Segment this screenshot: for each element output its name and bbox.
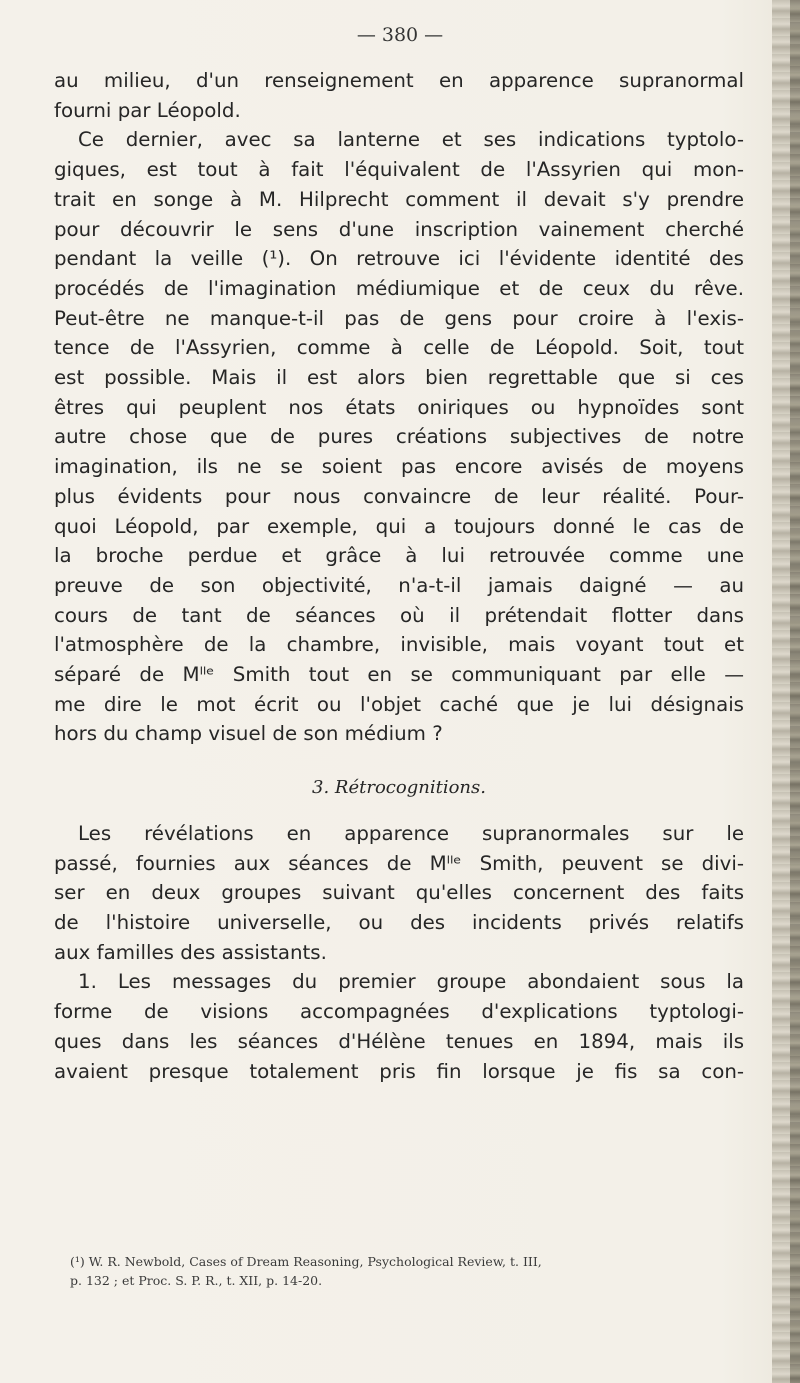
- text-line: imagination, ils ne se soient pas encore avisés de moyens: [54, 455, 744, 479]
- body-text: [54, 66, 744, 1086]
- text-line: la broche perdue et grâce à lui retrouvée comme une: [54, 544, 744, 568]
- text-line: tence de l'Assyrien, comme à celle de Léopold. Soit, tout: [54, 336, 744, 360]
- text-line: fourni par Léopold.: [54, 98, 241, 122]
- text-line: est possible. Mais il est alors bien regrettable que si ces: [54, 366, 744, 390]
- paragraph-2: [54, 125, 744, 749]
- text-line: êtres qui peuplent nos états oniriques ou hypnoïdes sont: [54, 395, 744, 419]
- text-line: avaient presque totalement pris fin lorsque je fis sa con-: [54, 1059, 744, 1083]
- text-line: Peut-être ne manque-t-il pas de gens pour croire à l'exis-: [54, 306, 744, 330]
- text-line: l'atmosphère de la chambre, invisible, mais voyant tout et: [54, 633, 744, 657]
- text-line: ques dans les séances d'Hélène tenues en 1894, mais ils: [54, 1029, 744, 1053]
- text-line: hors du champ visuel de son médium ?: [54, 722, 443, 746]
- footnote-line: p. 132 ; et Proc. S. P. R., t. XII, p. 14-20.: [70, 1273, 323, 1288]
- footnote-line: (¹) W. R. Newbold, Cases of Dream Reasoning, Psychological Review, t. III,: [70, 1254, 542, 1269]
- text-line: forme de visions accompagnées d'explications typtologi-: [54, 1000, 744, 1024]
- page-number: — 380 —: [356, 24, 444, 46]
- text-line: preuve de son objectivité, n'a-t-il jamais daigné — au: [54, 573, 744, 597]
- paragraph-4: [54, 967, 744, 1086]
- paragraph-3: [54, 819, 744, 968]
- text-line: passé, fournies aux séances de Mˡˡᵉ Smith, peuvent se divi-: [54, 851, 744, 875]
- text-line: procédés de l'imagination médiumique et de ceux du rêve.: [54, 276, 744, 300]
- text-line: séparé de Mˡˡᵉ Smith tout en se communiquant par elle —: [54, 663, 744, 687]
- text-line: autre chose que de pures créations subjectives de notre: [54, 425, 744, 449]
- text-line: aux familles des assistants.: [54, 940, 327, 964]
- text-line: pour découvrir le sens d'une inscription vainement cherché: [54, 217, 744, 241]
- text-line: quoi Léopold, par exemple, qui a toujours donné le cas de: [54, 514, 744, 538]
- text-line: ser en deux groupes suivant qu'elles concernent des faits: [54, 881, 744, 905]
- text-line: me dire le mot écrit ou l'objet caché que je lui désignais: [54, 692, 744, 716]
- text-line: cours de tant de séances où il prétendait flotter dans: [54, 603, 744, 627]
- text-line: giques, est tout à fait l'équivalent de l'Assyrien qui mon-: [54, 158, 744, 182]
- page-edge-binding: [790, 0, 800, 1383]
- text-line: de l'histoire universelle, ou des incidents privés relatifs: [54, 910, 744, 934]
- text-line: Les révélations en apparence supranormales sur le: [78, 821, 744, 845]
- text-line: 1. Les messages du premier groupe abondaient sous la: [78, 970, 744, 994]
- footnote: [70, 1252, 710, 1290]
- text-line: Ce dernier, avec sa lanterne et ses indications typtolo-: [78, 128, 744, 152]
- text-line: plus évidents pour nous convaincre de leur réalité. Pour-: [54, 484, 744, 508]
- text-line: trait en songe à M. Hilprecht comment il devait s'y prendre: [54, 187, 744, 211]
- paragraph-1: [54, 66, 744, 125]
- text-line: pendant la veille (¹). On retrouve ici l'évidente identité des: [54, 247, 744, 271]
- text-line: au milieu, d'un renseignement en apparence supranormal: [54, 69, 744, 92]
- section-heading: 3. Rétrocognitions.: [312, 777, 486, 799]
